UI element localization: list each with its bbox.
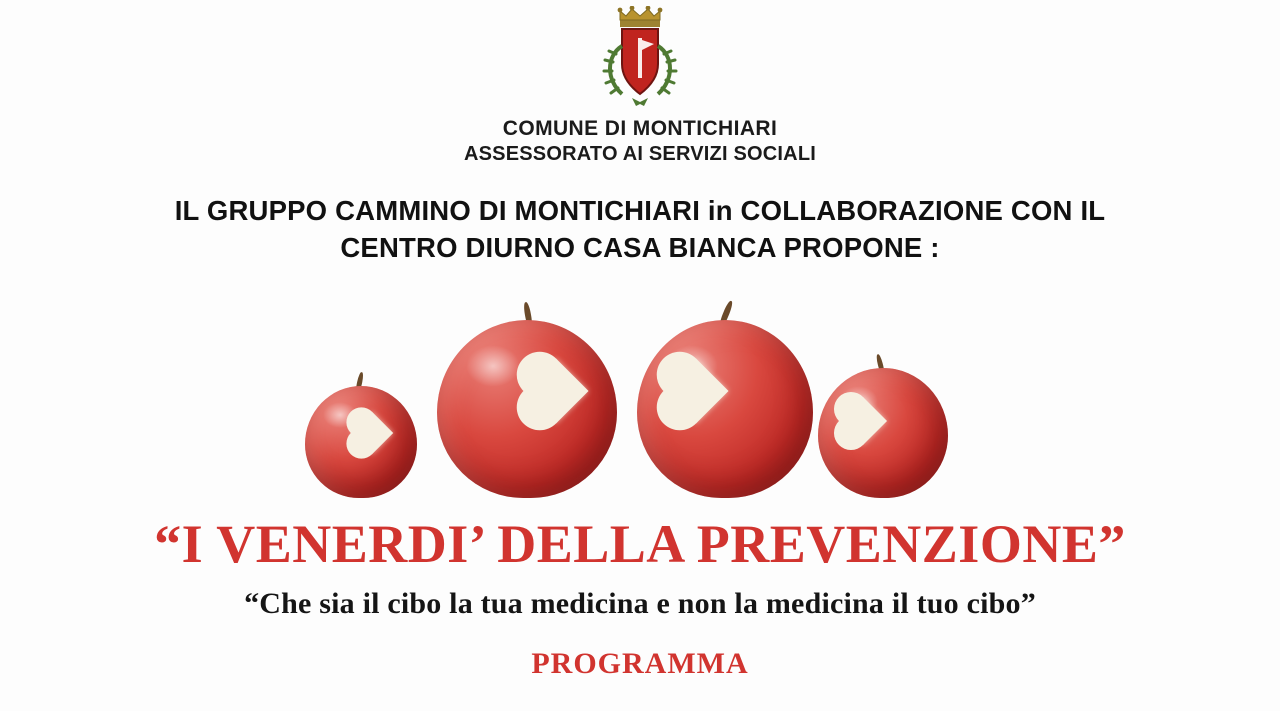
proposal-statement (0, 193, 1280, 266)
subtitle-quote: “Che sia il cibo la tua medicina e non la medicina il tuo cibo” (244, 586, 1036, 620)
proposal-line1-part2: COLLABORAZIONE CON IL (732, 195, 1106, 227)
coat-of-arms-icon (592, 6, 688, 112)
apple-small-left (305, 386, 417, 498)
apples-illustration (0, 288, 1280, 498)
institution-header (0, 116, 1280, 167)
proposal-line-2: CENTRO DIURNO CASA BIANCA PROPONE : (340, 231, 940, 263)
apple-large-right (637, 320, 813, 498)
proposal-line1-connector: in (707, 195, 733, 227)
crest-container (0, 0, 1280, 112)
page-title: “I VENERDI’ DELLA PREVENZIONE” (154, 513, 1126, 574)
proposal-line-1 (0, 193, 1280, 229)
assessorato-name: ASSESSORATO AI SERVIZI SOCIALI (464, 143, 816, 166)
apple-large-left (437, 320, 617, 498)
apple-small-right (818, 368, 948, 498)
apple-highlight (466, 345, 520, 388)
programma-heading: PROGRAMMA (531, 646, 749, 680)
proposal-line1-part1: IL GRUPPO CAMMINO DI MONTICHIARI (174, 195, 708, 227)
comune-name: COMUNE DI MONTICHIARI (502, 117, 778, 140)
